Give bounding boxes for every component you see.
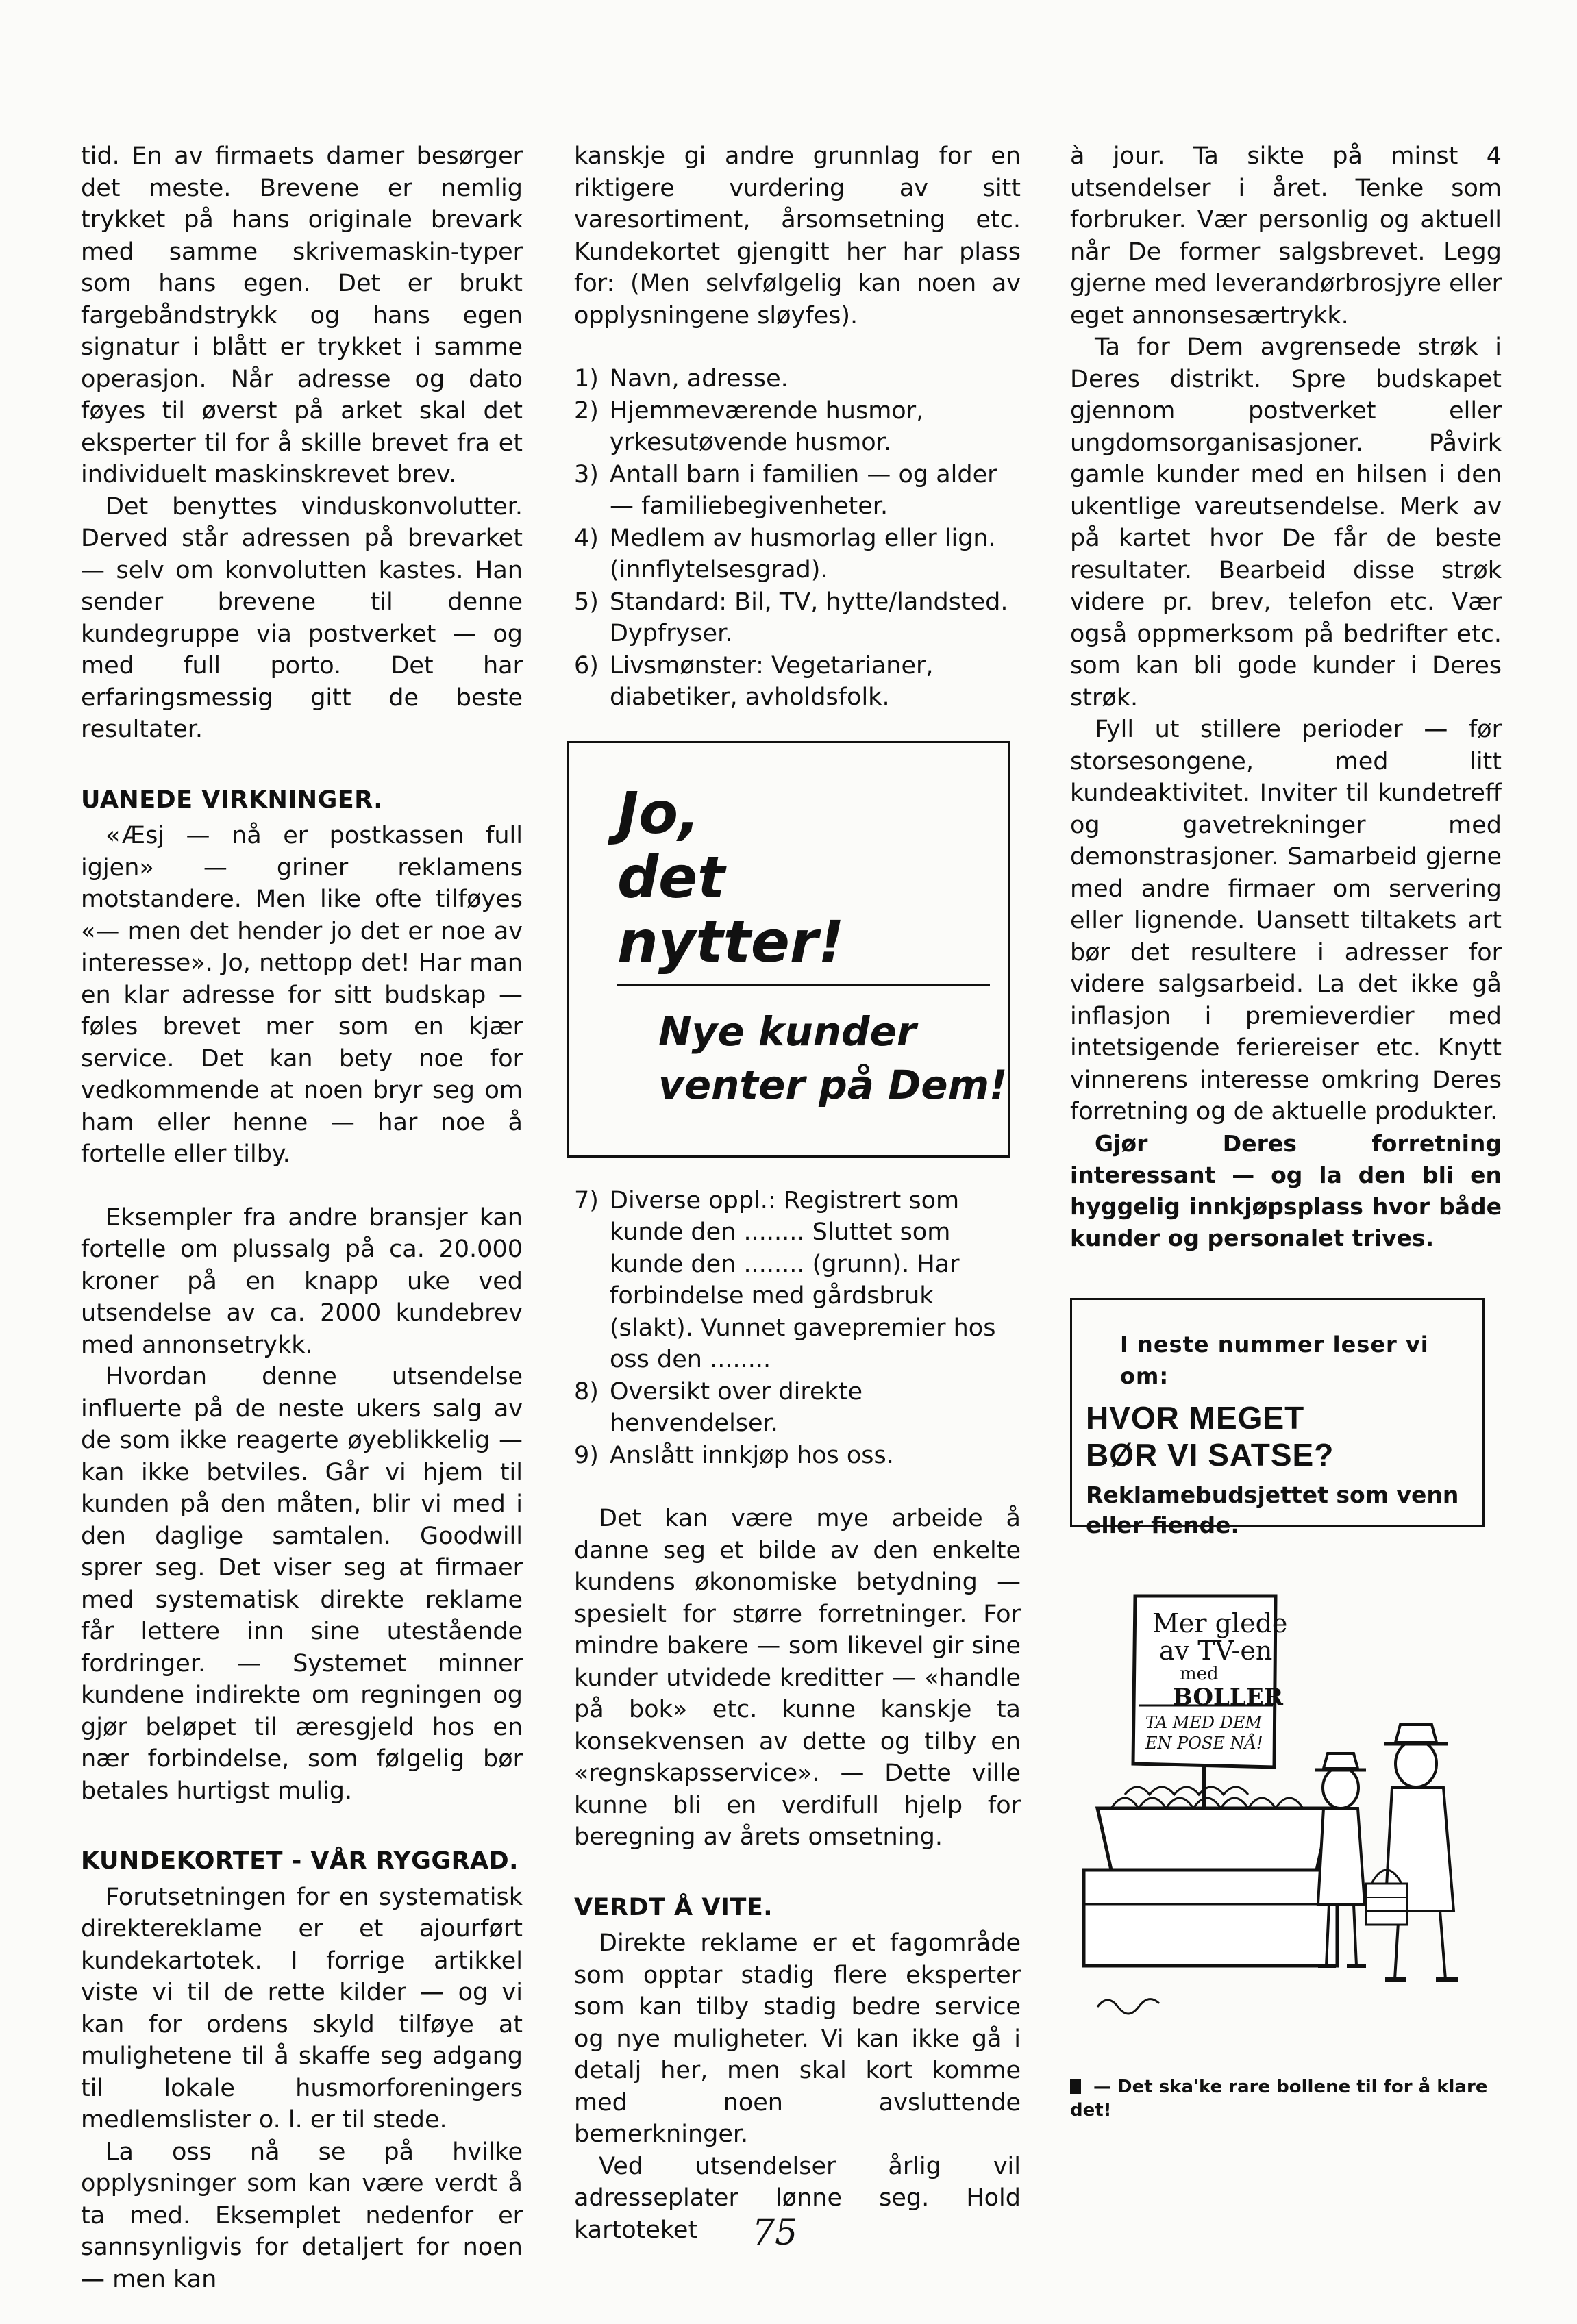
numbered-list: [574, 363, 1021, 714]
list-item: 8) Oversikt over direkte henvendelser.: [574, 1377, 863, 1437]
paragraph: Fyll ut stillere perioder — før storsesongene, med litt kundeaktivitet. Inviter til kundetreff og gavetrekninger med demonstrasjoner. Samarbeid gjerne med andre firmaer om servering eller lignende. Uansett tiltakets art bør det resultere i adresser for videre salgsarbeid. La det ikke gå inflasjon i premieverdier med intetsigende feriereiser etc. Knytt vinnerens interesse omkring Deres forretning og de aktuelle produkter.: [1070, 716, 1502, 1125]
list-item: 9) Anslått innkjøp hos oss.: [574, 1441, 894, 1469]
paragraph: Forutsetningen for en systematisk direktereklame er et ajourført kundekartotek. I forrige artikkel viste vi til de rette kilder — og vi kan for ordens skyld tilføye at mulighetene til å skaffe seg adgang til lokale husmorforeningers medlemslister o. l. er til stede.: [81, 1883, 523, 2134]
numbered-list: [574, 1185, 1021, 1472]
paragraph: tid. En av firmaets damer besørger det meste. Brevene er nemlig trykket på hans originale brevark med samme skrivemaskin-typer som hans egen. Det er brukt fargebåndstrykk og hans egen signatur i blått er trykket i samme operasjon. Når adresse og dato føyes til øverst på arket skal det eksperter til for å skille brevet fra et individuelt maskinskrevet brev.: [81, 142, 523, 488]
section-heading: VERDT Å VITE.: [574, 1893, 773, 1921]
list-item: 2) Hjemmeværende husmor, yrkesutøvende husmor.: [574, 397, 924, 456]
section-heading: KUNDEKORTET - VÅR RYGGRAD.: [81, 1847, 519, 1875]
sign-subtext: TA MED DEM EN POSE NÅ!: [1145, 1712, 1263, 1753]
list-item: 1) Navn, adresse.: [574, 365, 788, 392]
paragraph: Hvordan denne utsendelse influerte på de neste ukers salg av de som ikke reagerte øyeblikkelig — kan ikke betviles. Går vi hjem til kunden på den måten, blir vi med i den daglige samtalen. Goodwill sprer seg. Det viser seg at firmaer med systematisk direkte reklame får lettere inn sine utestående fordringer. — Systemet minner kundene indirekte om regningen og gjør beløpet til æresgjeld hos en nær forbindelse, som følgelig bør betales hurtigst mulig.: [81, 1363, 523, 1805]
paragraph: Ta for Dem avgrensede strøk i Deres distrikt. Spre budskapet gjennom postverket eller ungdomsorganisasjoner. Påvirk gamle kunder med en hilsen i den ukentlige vareutsendelse. Merk av på kartet hvor De får de beste resultater. Bearbeid disse strøk videre pr. brev, telefon etc. Vær også oppmerksom på bedrifter etc. som kan bli gode kunder i Deres strøk.: [1070, 334, 1502, 712]
list-item: 6) Livsmønster: Vegetarianer, diabetiker, avholdsfolk.: [574, 651, 934, 711]
cartoon-caption: — Det ska'ke rare bollene til for å klare det!: [1070, 2076, 1488, 2121]
sign-text: Mer glede av TV-en med BOLLER: [1152, 1608, 1288, 1711]
advert-box: [567, 741, 1010, 1158]
column-1: [81, 140, 523, 2295]
advert-headline: Jo, det nytter!: [617, 779, 845, 975]
column-2: [574, 140, 1021, 2246]
paragraph: «Æsj — nå er postkassen full igjen» — griner reklamens motstandere. Men like ofte tilføyes «— men det hender jo det er noe av interesse». Jo, nettopp det! Har man en klar adresse for sitt budskap — føles brevet mer som en kjær service. Det kan bety noe for vedkommende at noen bryr seg om ham eller henne — har noe å fortelle eller tilby.: [81, 822, 523, 1168]
next-issue-intro: I neste nummer leser vi om:: [1120, 1331, 1429, 1389]
advert-subline: Nye kunder venter på Dem!: [658, 1008, 1008, 1108]
paragraph: à jour. Ta sikte på minst 4 utsendelser i året. Tenke som forbruker. Vær personlig og aktuell når De former salgsbrevet. Legg gjerne med leverandørbrosjyre eller eget annonsesærtrykk.: [1070, 142, 1502, 329]
paragraph: Direkte reklame er et fagområde som opptar stadig flere eksperter som kan tilby stadig bedre service og nye muligheter. Vi kan ikke gå i detalj her, men skal kort komme med noen avsluttende bemerkninger.: [574, 1929, 1021, 2148]
next-issue-title: HVOR MEGET BØR VI SATSE?: [1086, 1399, 1334, 1473]
page-number: 75: [752, 2212, 798, 2253]
bullet-square: [1070, 2079, 1081, 2094]
list-item: 7) Diverse oppl.: Registrert som kunde den ........ Sluttet som kunde den ........ (grunn). Har forbindelse med gårdsbruk (slakt). Vunnet gavepremier hos oss den ........: [574, 1186, 996, 1373]
paragraph: Eksempler fra andre bransjer kan fortelle om plussalg på ca. 20.000 kroner på en knapp uke ved utsendelse av ca. 2000 kundebrev med annonsetrykk.: [81, 1203, 523, 1359]
divider: [617, 984, 990, 986]
list-item: 5) Standard: Bil, TV, hytte/landsted. Dypfryser.: [574, 588, 1008, 647]
section-heading: UANEDE VIRKNINGER.: [81, 786, 384, 814]
paragraph: Ved utsendelser årlig vil adresseplater lønne seg. Hold kartoteket: [574, 2152, 1021, 2244]
paragraph: Det kan være mye arbeide å danne seg et bilde av den enkelte kundens økonomiske betydning — spesielt for større forretninger. For mindre bakere — som likevel gir sine kunder utvidede kreditter — «handle på bok» etc. kunne kanskje ta konsekvensen av dette og tilby en «regnskapsservice». — Dette ville kunne bli en verdifull hjelp for beregning av årets omsetning.: [574, 1505, 1021, 1851]
closing-statement: Gjør Deres forretning interessant — og la den bli en hyggelig innkjøpsplass hvor både kunder og personalet trives.: [1070, 1129, 1502, 1251]
cartoon-illustration: [1070, 1582, 1495, 2062]
column-3: [1070, 140, 1502, 2122]
paragraph: Det benyttes vinduskonvolutter. Derved står adressen på brevarket — selv om konvolutten kastes. Han sender brevene til denne kundegruppe via postverket — og med full porto. Det har erfaringsmessig gitt de beste resultater.: [81, 492, 523, 743]
list-item: 4) Medlem av husmorlag eller lign. (innflytelsesgrad).: [574, 524, 996, 584]
paragraph: kanskje gi andre grunnlag for en riktigere vurdering av sitt varesortiment, årsomsetning etc. Kundekortet gjengitt her har plass for: (Men selvfølgelig kan noen av opplysningene sløyfes).: [574, 142, 1021, 329]
list-item: 3) Antall barn i familien — og alder — familiebegivenheter.: [574, 460, 997, 520]
paragraph: La oss nå se på hvilke opplysninger som kan være verdt å ta med. Eksemplet nedenfor er sannsynligvis for detaljert for noen — men kan: [81, 2138, 523, 2293]
next-issue-subtitle: Reklamebudsjettet som venn eller fiende.: [1086, 1481, 1459, 1538]
next-issue-box: [1070, 1298, 1485, 1538]
